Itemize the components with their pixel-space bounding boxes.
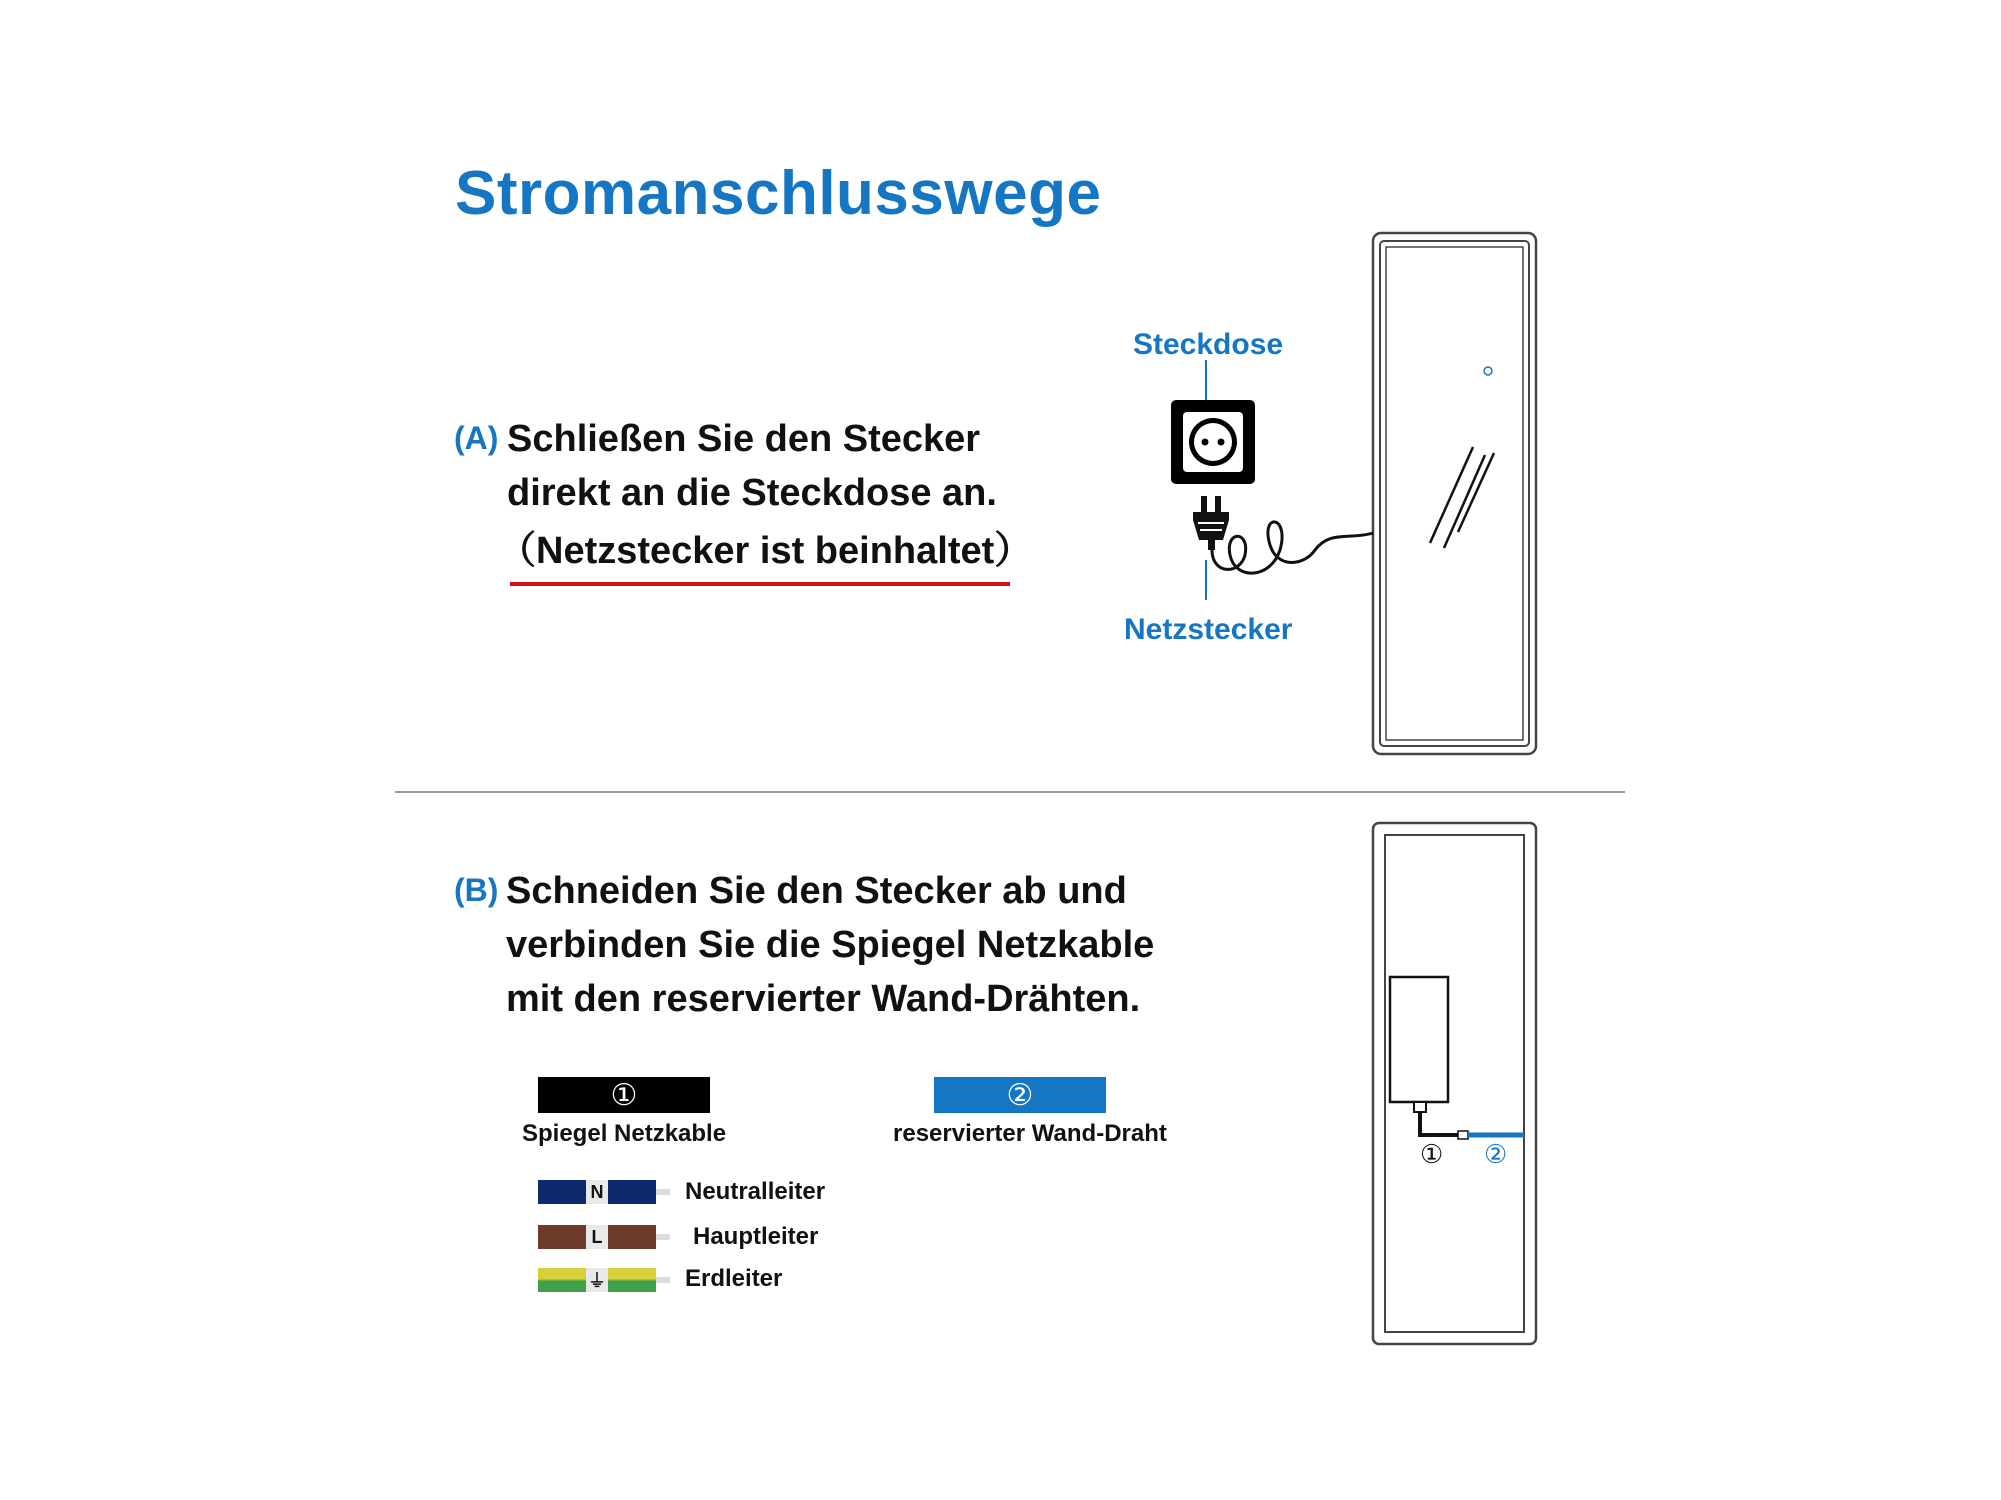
legend-wall-wire-caption: reservierter Wand-Draht bbox=[893, 1120, 1167, 1147]
socket-label: Steckdose bbox=[1133, 328, 1284, 361]
power-plug bbox=[1193, 496, 1229, 600]
mirror-b bbox=[1373, 823, 1536, 1344]
section-a-marker: (A) bbox=[454, 420, 499, 456]
live-wire-label: Hauptleiter bbox=[693, 1223, 819, 1250]
wall-wire-marker: ② bbox=[1484, 1139, 1508, 1169]
live-wire-tag: L bbox=[586, 1225, 608, 1249]
plug-label: Netzstecker bbox=[1124, 613, 1293, 646]
neutral-wire-label: Neutralleiter bbox=[685, 1178, 826, 1205]
legend-mirror-cable-caption: Spiegel Netzkable bbox=[522, 1120, 727, 1147]
mirror-cable-marker: ① bbox=[1420, 1139, 1444, 1169]
legend-wall-wire-bar: ② bbox=[934, 1077, 1106, 1113]
section-b-line-1: Schneiden Sie den Stecker ab und bbox=[506, 870, 1127, 912]
legend-mirror-cable-bar: ① bbox=[538, 1077, 710, 1113]
section-a-line-3: （Netzstecker ist beinhaltet） bbox=[498, 530, 1033, 572]
section-a-line-2: direkt an die Steckdose an. bbox=[507, 472, 997, 514]
section-b-marker: (B) bbox=[454, 872, 499, 908]
section-b-line-3: mit den reservierter Wand-Drähten. bbox=[506, 978, 1141, 1020]
wall-socket bbox=[1171, 360, 1255, 484]
section-a-line-1: Schließen Sie den Stecker bbox=[507, 418, 981, 460]
earth-wire-label: Erdleiter bbox=[685, 1265, 783, 1292]
page-title: Stromanschlusswege bbox=[455, 159, 1102, 228]
section-b-line-2: verbinden Sie die Spiegel Netzkable bbox=[506, 924, 1155, 966]
coiled-cable bbox=[1212, 522, 1373, 573]
earth-wire-tag: ⏚ bbox=[586, 1268, 608, 1292]
mirror-a bbox=[1373, 233, 1536, 754]
neutral-wire-tag: N bbox=[586, 1180, 608, 1204]
